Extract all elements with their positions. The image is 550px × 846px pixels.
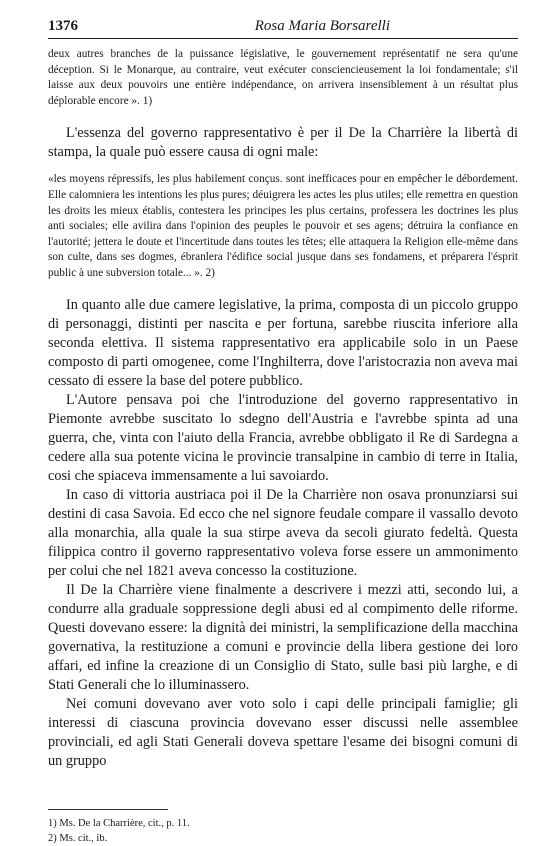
page (48, 18, 518, 846)
french-quote-2: «les moyens répressifs, les plus habilement conçus. sont inefficaces pour en empêcher le débordement. Elle calomniera les intentions les plus pures; déuigrera les actes les plus utiles; elle remettra en question les droits les mieux établis, contestera les principes les plus certains, professera les doctrines les plus anti sociales; elle avilira dans l'opinion des peuples le pouvoir et ses agens; détruira la confiance en l'autorité; jettera le doute et l'incertitude dans toutes les têtes; elle attaquera la Religion elle-même dans son culte, dans ses dogmes, ébranlera l'édifice social jusque dans ses fondamens, et préparera l'ésprit public à une subversion totale... ». 2) (48, 173, 518, 279)
body-paragraph-3: In caso di vittoria austriaca poi il De la Charrière non osava pronunziarsi sui destini di casa Savoia. Ed ecco che nel signore feudale compare il vassallo devoto alla monarchia, alla quale la sua stirpe aveva da secoli giurato fedeltà. Questa filippica contro il governo rappresentativo voleva forse essere un ammonimento per colui che nel 1821 aveva concesso la costituzione. (48, 486, 518, 579)
french-quote-1: deux autres branches de la puissance législative, le gouvernement représentatif ne sera qu'une déception. Si le Monarque, au contraire, veut exécuter consciencieusement la loi fondamentale; s'il laisse aux deux pouvoirs une entière indépendance, on arrivera insensiblement à un résultat plus déplorable encore ». 1) (48, 48, 518, 107)
body-paragraph-4: Il De la Charrière viene finalmente a descrivere i mezzi atti, secondo lui, a condurre alla graduale soppressione degli abusi ed al compimento delle riforme. Questi dovevano essere: la dignità dei ministri, la semplificazione della macchina governativa, la restituzione a comuni e provincie della libera gestione dei loro affari, ed infine la creazione di un Consiglio di Stato, sulle basi più larghe, e di Stati Generali che lo illuminassero. (48, 581, 518, 693)
footnote-2: 2) Ms. cit., ib. (48, 832, 108, 844)
running-title: Rosa Maria Borsarelli (254, 18, 390, 34)
footnote-1: 1) Ms. De la Charrière, cit., p. 11. (48, 817, 190, 829)
body-paragraph-5: Nei comuni dovevano aver voto solo i capi delle principali famiglie; gli interessi di ciascuna provincia dovevano esser discussi nelle assemblee provinciali, ed agli Stati Generali doveva spettare l'esame dei bisogni comuni di un gruppo (48, 695, 518, 769)
page-number: 1376 (48, 18, 78, 34)
intro-paragraph: L'essenza del governo rappresentativo è per il De la Charrière la libertà di stampa, la quale può essere causa di ogni male: (48, 125, 518, 161)
body-paragraph-1: In quanto alle due camere legislative, la prima, composta di un piccolo gruppo di personaggi, distinti per nascita e per fortuna, sarebbe riuscita inferiore alla seconda elettiva. Il sistema rappresentativo era applicabile solo in un Paese composto di parti omogenee, come l'Inghilterra, dove l'aristocrazia non aveva mai cessato di essere la base del potere pubblico. (48, 296, 518, 389)
body-paragraph-2: L'Autore pensava poi che l'introduzione del governo rappresentativo in Piemonte avrebbe suscitato lo sdegno dell'Austria e l'avrebbe spinta ad una guerra, che, vinta con l'aiuto della Francia, avrebbe obbligato il Re di Sardegna a cedere alla sua potente vicina le provincie transalpine in cambio di terre in Italia, cosi che spiaceva immensamente a lui savoiardo. (48, 391, 518, 484)
footnote-rule (48, 809, 168, 810)
running-header (48, 18, 518, 39)
